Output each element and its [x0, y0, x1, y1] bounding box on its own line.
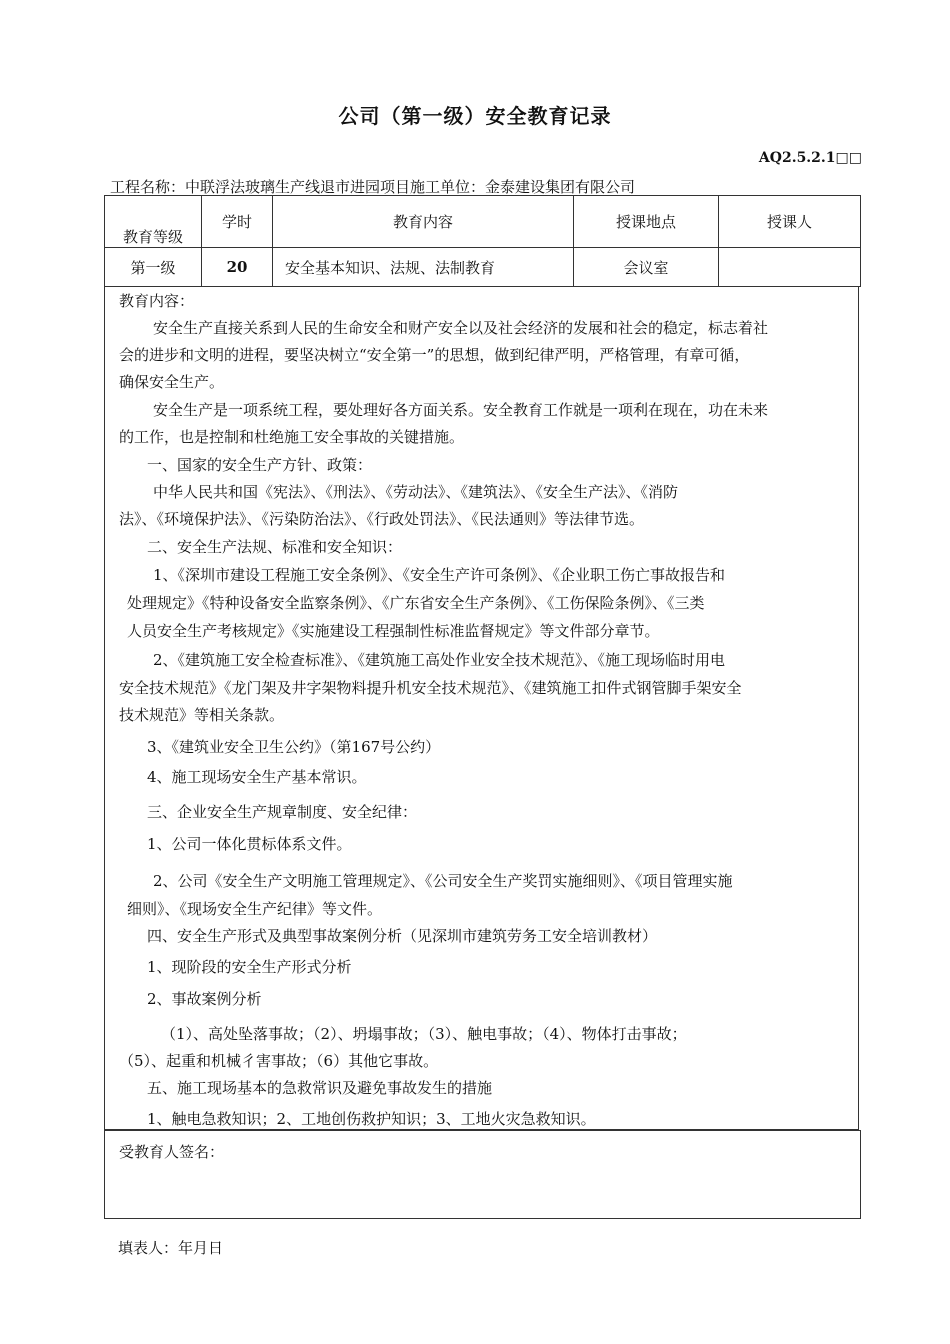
- cell-location: 会议室: [574, 248, 719, 287]
- project-line: 工程名称：中联浮法玻璃生产线退市进园项目施工单位：金泰建设集团有限公司: [110, 178, 636, 196]
- content-line: 的工作，也是控制和杜绝施工安全事故的关键措施。: [119, 428, 465, 446]
- content-line: 1、公司一体化贯标体系文件。: [147, 835, 352, 853]
- cell-content: 安全基本知识、法规、法制教育: [273, 248, 574, 287]
- page-title: 公司（第一级）安全教育记录: [338, 104, 612, 128]
- header-hours: 学时: [202, 196, 273, 248]
- content-line: 法》、《环境保护法》、《污染防治法》、《行政处罚法》、《民法通则》等法律节选。: [119, 510, 645, 528]
- section-heading: 一、国家的安全生产方针、政策：: [147, 456, 373, 474]
- content-line: 安全生产是一项系统工程，要处理好各方面关系。安全教育工作就是一项利在现在，功在未来: [153, 401, 769, 419]
- header-location: 授课地点: [574, 196, 719, 248]
- content-line: 技术规范》等相关条款。: [119, 706, 285, 724]
- content-heading: 教育内容：: [119, 292, 195, 310]
- content-line: 1、现阶段的安全生产形式分析: [147, 958, 352, 976]
- content-line: 会的进步和文明的进程，要坚决树立“安全第一”的思想，做到纪律严明，严格管理，有章可循，: [119, 346, 750, 364]
- header-table: [104, 195, 861, 287]
- signature-label: 受教育人签名：: [119, 1143, 225, 1161]
- section-heading: 五、施工现场基本的急救常识及避免事故发生的措施: [147, 1079, 493, 1097]
- section-heading: 三、企业安全生产规章制度、安全纪律：: [147, 803, 418, 821]
- content-line: 确保安全生产。: [119, 373, 225, 391]
- cell-level: 第一级: [105, 248, 202, 287]
- content-line: 安全生产直接关系到人民的生命安全和财产安全以及社会经济的发展和社会的稳定，标志着社: [153, 319, 769, 337]
- content-line: 2、公司《安全生产文明施工管理规定》、《公司安全生产奖罚实施细则》、《项目管理实施: [153, 872, 733, 890]
- content-line: 2、事故案例分析: [147, 990, 262, 1008]
- signature-box: [104, 1130, 861, 1219]
- header-teacher: 授课人: [719, 196, 861, 248]
- content-line: 1、《深圳市建设工程施工安全条例》、《安全生产许可条例》、《企业职工伤亡事故报告和: [153, 566, 726, 584]
- content-line: 1、触电急救知识；2、工地创伤救护知识；3、工地火灾急救知识。: [147, 1110, 596, 1128]
- cell-hours: 20: [202, 248, 273, 287]
- cell-teacher: [719, 248, 861, 287]
- content-line: 细则》、《现场安全生产纪律》等文件。: [127, 900, 383, 918]
- content-line: （5）、起重和机械彳害事故；（6）其他它事故。: [119, 1052, 439, 1070]
- content-line: 安全技术规范》《龙门架及井字架物料提升机安全技术规范》、《建筑施工扣件式钢管脚手架安全: [119, 679, 742, 697]
- header-content: 教育内容: [273, 196, 574, 248]
- filler-label: 填表人：年月日: [118, 1239, 224, 1257]
- section-heading: 二、安全生产法规、标准和安全知识：: [147, 538, 403, 556]
- content-line: 人员安全生产考核规定》《实施建设工程强制性标准监督规定》等文件部分章节。: [127, 622, 660, 640]
- section-heading: 四、安全生产形式及典型事故案例分析（见深圳市建筑劳务工安全培训教材）: [147, 927, 658, 945]
- header-row: [105, 196, 861, 248]
- content-line: 2、《建筑施工安全检查标准》、《建筑施工高处作业安全技术规范》、《施工现场临时用电: [153, 651, 726, 669]
- content-box: [104, 286, 859, 1130]
- data-row: [105, 248, 861, 287]
- document-code: AQ2.5.2.1□□: [758, 150, 862, 166]
- content-line: 3、《建筑业安全卫生公约》（第167号公约）: [147, 738, 441, 756]
- header-level: 教育等级: [105, 196, 202, 248]
- content-line: 4、施工现场安全生产基本常识。: [147, 768, 367, 786]
- content-line: 中华人民共和国《宪法》、《刑法》、《劳动法》、《建筑法》、《安全生产法》、《消防: [153, 483, 679, 501]
- content-line: 处理规定》《特种设备安全监察条例》、《广东省安全生产条例》、《工伤保险条例》、《三类: [127, 594, 705, 612]
- content-line: （1）、高处坠落事故；（2）、坍塌事故；（3）、触电事故；（4）、物体打击事故；: [161, 1025, 687, 1043]
